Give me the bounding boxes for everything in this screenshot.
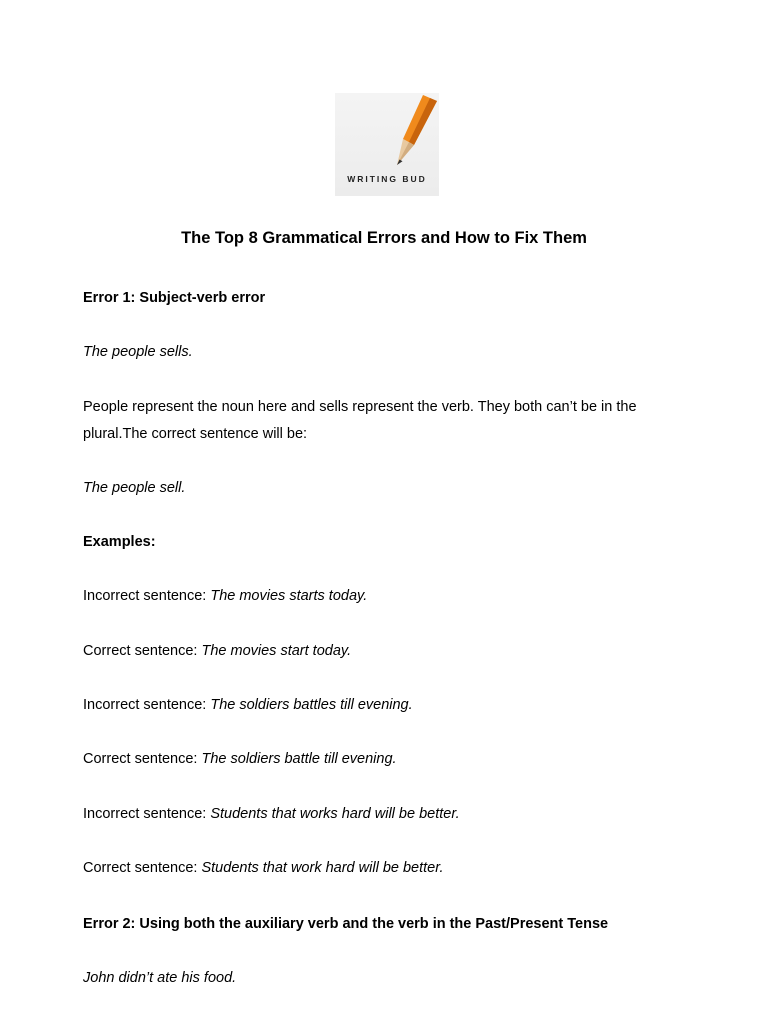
example-sentence: The soldiers battle till evening. <box>201 751 397 767</box>
example-sentence: The movies start today. <box>201 643 352 659</box>
error2-heading: Error 2: Using both the auxiliary verb and the verb in the Past/Present Tense <box>83 916 609 932</box>
example-sentence: The soldiers battles till evening. <box>210 697 413 713</box>
writing-bud-logo <box>335 93 439 196</box>
examples-heading: Examples: <box>83 534 156 550</box>
error1-right-example: The people sell. <box>83 480 186 496</box>
example-sentence: Students that works hard will be better. <box>210 806 460 822</box>
logo-text: WRITING BUD <box>347 174 427 184</box>
example-sentence: The movies starts today. <box>210 588 368 604</box>
error1-explanation: People represent the noun here and sells represent the verb. They both can’t be in the plural.The correct sentence will be: <box>83 399 637 442</box>
example-line <box>83 801 693 828</box>
error1-heading: Error 1: Subject-verb error <box>83 290 266 306</box>
example-label: Incorrect sentence: <box>83 588 211 604</box>
example-label: Incorrect sentence: <box>83 806 211 822</box>
example-line <box>83 855 693 882</box>
error2-wrong-example: John didn’t ate his food. <box>83 970 237 986</box>
error1-wrong-example: The people sells. <box>83 344 193 360</box>
example-line <box>83 746 693 773</box>
example-sentence: Students that work hard will be better. <box>201 860 444 876</box>
example-label: Correct sentence: <box>83 643 202 659</box>
example-line <box>83 638 693 665</box>
example-line <box>83 692 693 719</box>
example-label: Correct sentence: <box>83 751 202 767</box>
page-title: The Top 8 Grammatical Errors and How to Fix Them <box>181 229 587 247</box>
example-label: Correct sentence: <box>83 860 202 876</box>
example-line <box>83 583 693 610</box>
example-label: Incorrect sentence: <box>83 697 211 713</box>
